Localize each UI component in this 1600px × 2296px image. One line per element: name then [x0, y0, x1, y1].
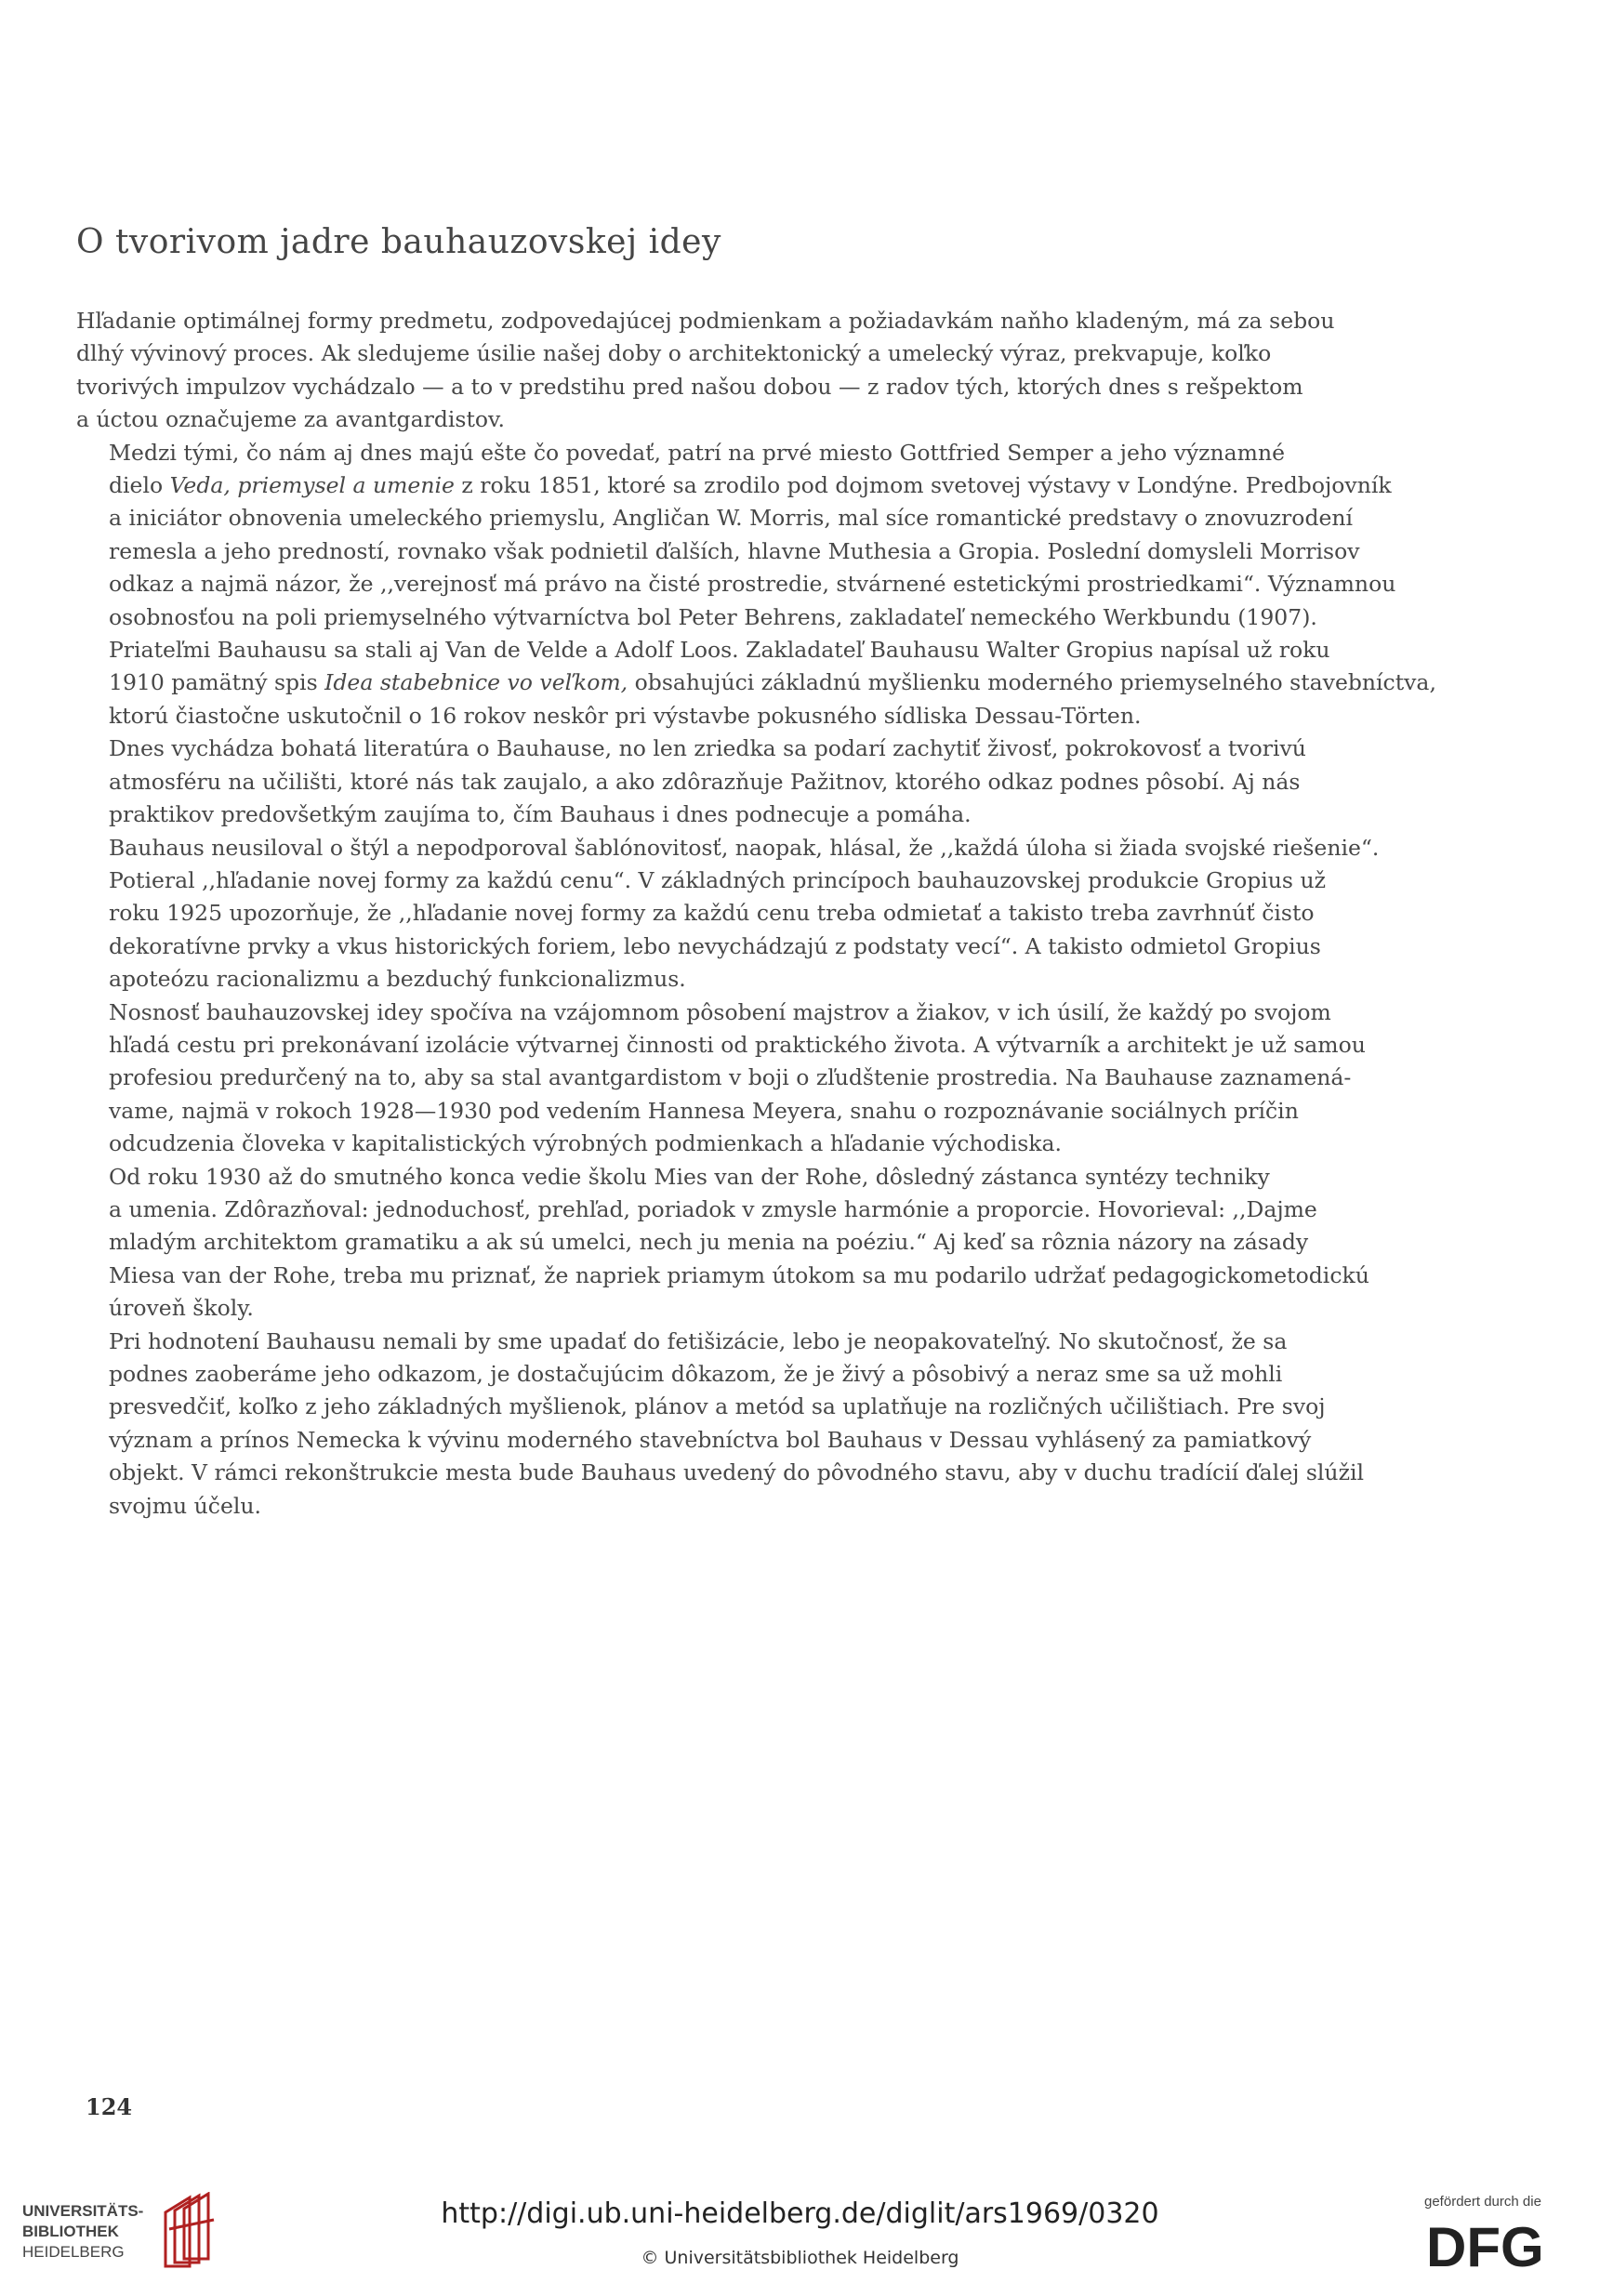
text-line: profesiou predurčený na to, aby sa stal avantgardistom v boji o zľudštenie prostredia. Na Bauhause zaznamená-: [109, 1064, 1352, 1091]
text-line: Nosnosť bauhauzovskej idey spočíva na vzájomnom pôsobení majstrov a žiakov, v ich úsilí, že každý po svojom: [109, 998, 1331, 1025]
page-number: 124: [86, 2093, 133, 2120]
digital-url-link[interactable]: http://digi.ub.uni-heidelberg.de/diglit/ars1969/0320: [441, 2197, 1159, 2230]
copyright-notice: © Universitätsbibliothek Heidelberg: [641, 2248, 959, 2268]
text-line: apoteózu racionalizmu a bezduchý funkcionalizmus.: [109, 966, 686, 993]
text-line: podnes zaoberáme jeho odkazom, je dostačujúcim dôkazom, že je živý a pôsobivý a neraz sme sa už mohli: [109, 1361, 1283, 1387]
paragraph: [76, 305, 1538, 437]
text-line: Bauhaus neusiloval o štýl a nepodporoval šablónovitosť, naopak, hlásal, že ,,každá úloha si žiada svojské riešenie“.: [109, 834, 1380, 861]
text-line: význam a prínos Nemecka k vývinu moderného stavebníctva bol Bauhaus v Dessau vyhlásený za pamiatkový: [109, 1426, 1312, 1453]
text-line: Hľadanie optimálnej formy predmetu, zodpovedajúcej podmienkam a požiadavkám naňho kladeným, má za sebou: [76, 308, 1335, 334]
text-line: a umenia. Zdôrazňoval: jednoduchosť, prehľad, poriadok v zmysle harmónie a proporcie. Hovorieval: ,,Dajme: [109, 1195, 1317, 1222]
paragraph: [76, 996, 1538, 1161]
article-body: [76, 305, 1538, 1523]
text-line: tvorivých impulzov vychádzalo — a to v predstihu pred našou dobou — z radov tých, ktorých dnes s rešpektom: [76, 373, 1303, 400]
funded-by-label: gefördert durch die: [1424, 2194, 1541, 2210]
paragraph: [76, 1161, 1538, 1326]
text-line: Medzi tými, čo nám aj dnes majú ešte čo povedať, patrí na prvé miesto Gottfried Semper a jeho významné: [109, 439, 1286, 466]
dfg-logo-icon[interactable]: [1424, 2220, 1573, 2270]
paragraph: [76, 832, 1538, 996]
text-line: svojmu účelu.: [109, 1492, 261, 1519]
text-line: a úctou označujeme za avantgardistov.: [76, 406, 505, 433]
text-line: roku 1925 upozorňuje, že ,,hľadanie novej formy za každú cenu treba odmietať a takisto treba zavrhnúť čisto: [109, 900, 1315, 927]
text-line: objekt. V rámci rekonštrukcie mesta bude Bauhaus uvedený do pôvodného stavu, aby v duchu tradícií ďalej slúžil: [109, 1459, 1364, 1486]
text-line: Miesa van der Rohe, treba mu priznať, že napriek priamym útokom sa mu podarilo udržať pedagogickometodickú: [109, 1261, 1369, 1288]
text-line: Pri hodnotení Bauhausu nemali by sme upadať do fetišizácie, lebo je neopakovateľný. No skutočnosť, že sa: [109, 1327, 1288, 1354]
library-name-line: BIBLIOTHEK: [22, 2223, 119, 2240]
text-line: odkaz a najmä názor, že ,,verejnosť má právo na čisté prostredie, stvárnené estetickými prostriedkami“. Významnou: [109, 571, 1396, 598]
text-line: úroveň školy.: [109, 1295, 254, 1322]
text-line: odcudzenia človeka v kapitalistických výrobných podmienkach a hľadanie východiska.: [109, 1130, 1062, 1157]
library-name-line: UNIVERSITÄTS-: [22, 2202, 144, 2220]
library-name-line: HEIDELBERG: [22, 2243, 125, 2261]
text-line: vame, najmä v rokoch 1928—1930 pod vedením Hannesa Meyera, snahu o rozpoznávanie sociálnych príčin: [109, 1097, 1299, 1124]
text-line: Od roku 1930 až do smutného konca vedie školu Mies van der Rohe, dôsledný zástanca syntézy techniky: [109, 1163, 1270, 1190]
text-line: Dnes vychádza bohatá literatúra o Bauhause, no len zriedka sa podarí zachytiť živosť, pokrokovosť a tvorivú: [109, 735, 1306, 762]
text-line: ktorú čiastočne uskutočnil o 16 rokov neskôr pri výstavbe pokusného sídliska Dessau-Törten.: [109, 702, 1142, 729]
text-line: praktikov predovšetkým zaujíma to, čím Bauhaus i dnes podnecuje a pomáha.: [109, 801, 972, 828]
paragraph: [76, 437, 1538, 733]
text-line: mladým architektom gramatiku a ak sú umelci, nech ju menia na poéziu.“ Aj keď sa rôznia názory na zásady: [109, 1229, 1309, 1256]
text-line: Priateľmi Bauhausu sa stali aj Van de Velde a Adolf Loos. Zakladateľ Bauhausu Walter Gropius napísal už roku: [109, 637, 1330, 664]
text-line: atmosféru na učilišti, ktoré nás tak zaujalo, a ako zdôrazňuje Pažitnov, ktorého odkaz podnes pôsobí. Aj nás: [109, 768, 1301, 795]
text-line: dlhý vývinový proces. Ak sledujeme úsilie našej doby o architektonický a umelecký výraz, prekvapuje, koľko: [76, 340, 1272, 367]
text-line: 1910 pamätný spis Idea stabebnice vo veľkom, obsahujúci základnú myšlienku moderného priemyselného stavebníctva,: [109, 669, 1436, 696]
paragraph: [76, 1326, 1538, 1523]
text-line: presvedčiť, koľko z jeho základných myšlienok, plánov a metód sa uplatňuje na rozličných učilištiach. Pre svoj: [109, 1393, 1326, 1420]
text-line: dekoratívne prvky a vkus historických foriem, lebo nevychádzajú z podstaty vecí“. A takisto odmietol Gropius: [109, 932, 1321, 959]
page-title: O tvorivom jadre bauhauzovskej idey: [76, 223, 721, 261]
text-line: osobnosťou na poli priemyselného výtvarníctva bol Peter Behrens, zakladateľ nemeckého Werkbundu (1907).: [109, 603, 1317, 630]
text-line: Potieral ,,hľadanie novej formy za každú cenu“. V základných princípoch bauhauzovskej produkcie Gropius už: [109, 866, 1326, 893]
text-line: remesla a jeho predností, rovnako však podnietil ďalších, hlavne Muthesia a Gropia. Poslední domysleli Morrisov: [109, 537, 1360, 564]
text-line: dielo Veda, priemysel a umenie z roku 1851, ktoré sa zrodilo pod dojmom svetovej výstavy v Londýne. Predbojovník: [109, 472, 1392, 499]
paragraph: [76, 732, 1538, 831]
dfg-logo-text: DFG: [1426, 2220, 1544, 2270]
text-line: a iniciátor obnovenia umeleckého priemyslu, Angličan W. Morris, mal síce romantické predstavy o znovuzrodení: [109, 505, 1354, 532]
text-line: hľadá cestu pri prekonávaní izolácie výtvarnej činnosti od praktického života. A výtvarník a architekt je už samou: [109, 1031, 1366, 1058]
